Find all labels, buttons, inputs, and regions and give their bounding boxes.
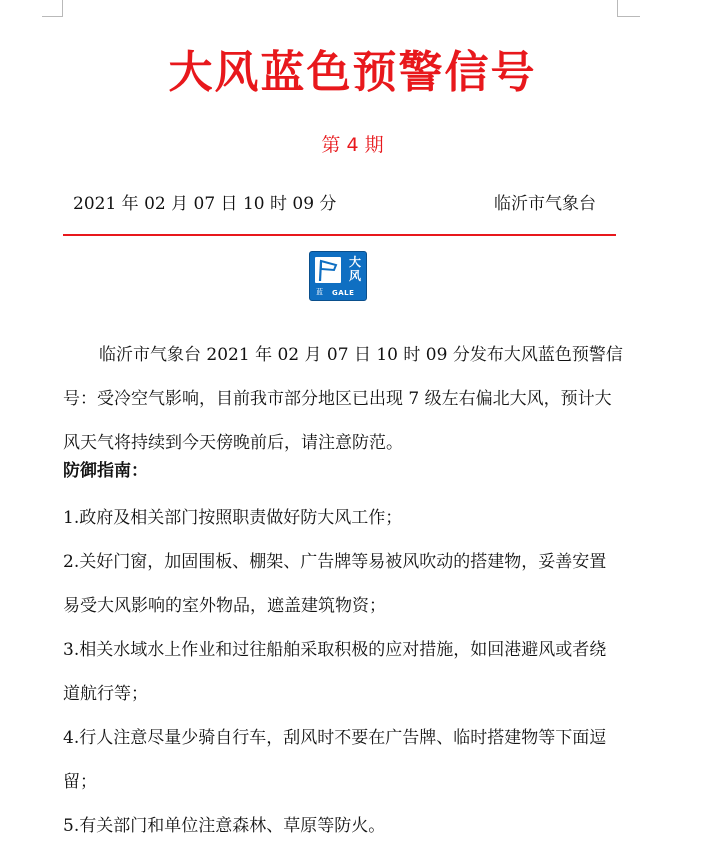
- guide-item-3: 3.相关水域水上作业和过往船舶采取积极的应对措施，如回港避风或者绕道航行等；: [63, 640, 607, 704]
- issue-datetime: 2021 年 02 月 07 日 10 时 09 分: [73, 194, 337, 214]
- header-divider: [63, 234, 616, 236]
- guide-item-2: 2.关好门窗，加固围板、棚架、广告牌等易被风吹动的搭建物，妥善安置易受大风影响的室外物品，遮盖建筑物资；: [63, 552, 607, 616]
- guide-item-1: 1.政府及相关部门按照职责做好防大风工作；: [63, 508, 403, 528]
- issuing-agency: 临沂市气象台: [494, 194, 596, 214]
- gale-blue-signal-icon: [309, 251, 367, 301]
- guide-item-5: 5.有关部门和单位注意森林、草原等防火。: [63, 816, 386, 836]
- crop-mark-top-right: [617, 0, 640, 17]
- crop-mark-top-left: [42, 0, 63, 17]
- issue-number: 第 4 期: [321, 134, 384, 156]
- page-title: 大风蓝色预警信号: [168, 47, 537, 98]
- warning-body: 临沂市气象台 2021 年 02 月 07 日 10 时 09 分发布大风蓝色预警信号：受冷空气影响，目前我市部分地区已出现 7 级左右偏北大风，预计大风天气将持续到今天傍晚前后，请注意防范。: [63, 345, 623, 453]
- guide-heading: 防御指南：: [63, 461, 148, 481]
- guide-list: [63, 496, 623, 848]
- icon-label-gale: GALE: [332, 289, 355, 297]
- guide-item-4: 4.行人注意尽量少骑自行车，刮风时不要在广告牌、临时搭建物等下面逗留；: [63, 728, 607, 792]
- icon-level: 蓝: [316, 288, 323, 296]
- wind-flag-icon: [315, 257, 341, 283]
- icon-char-feng: 风: [348, 269, 361, 283]
- icon-char-da: 大: [348, 255, 361, 269]
